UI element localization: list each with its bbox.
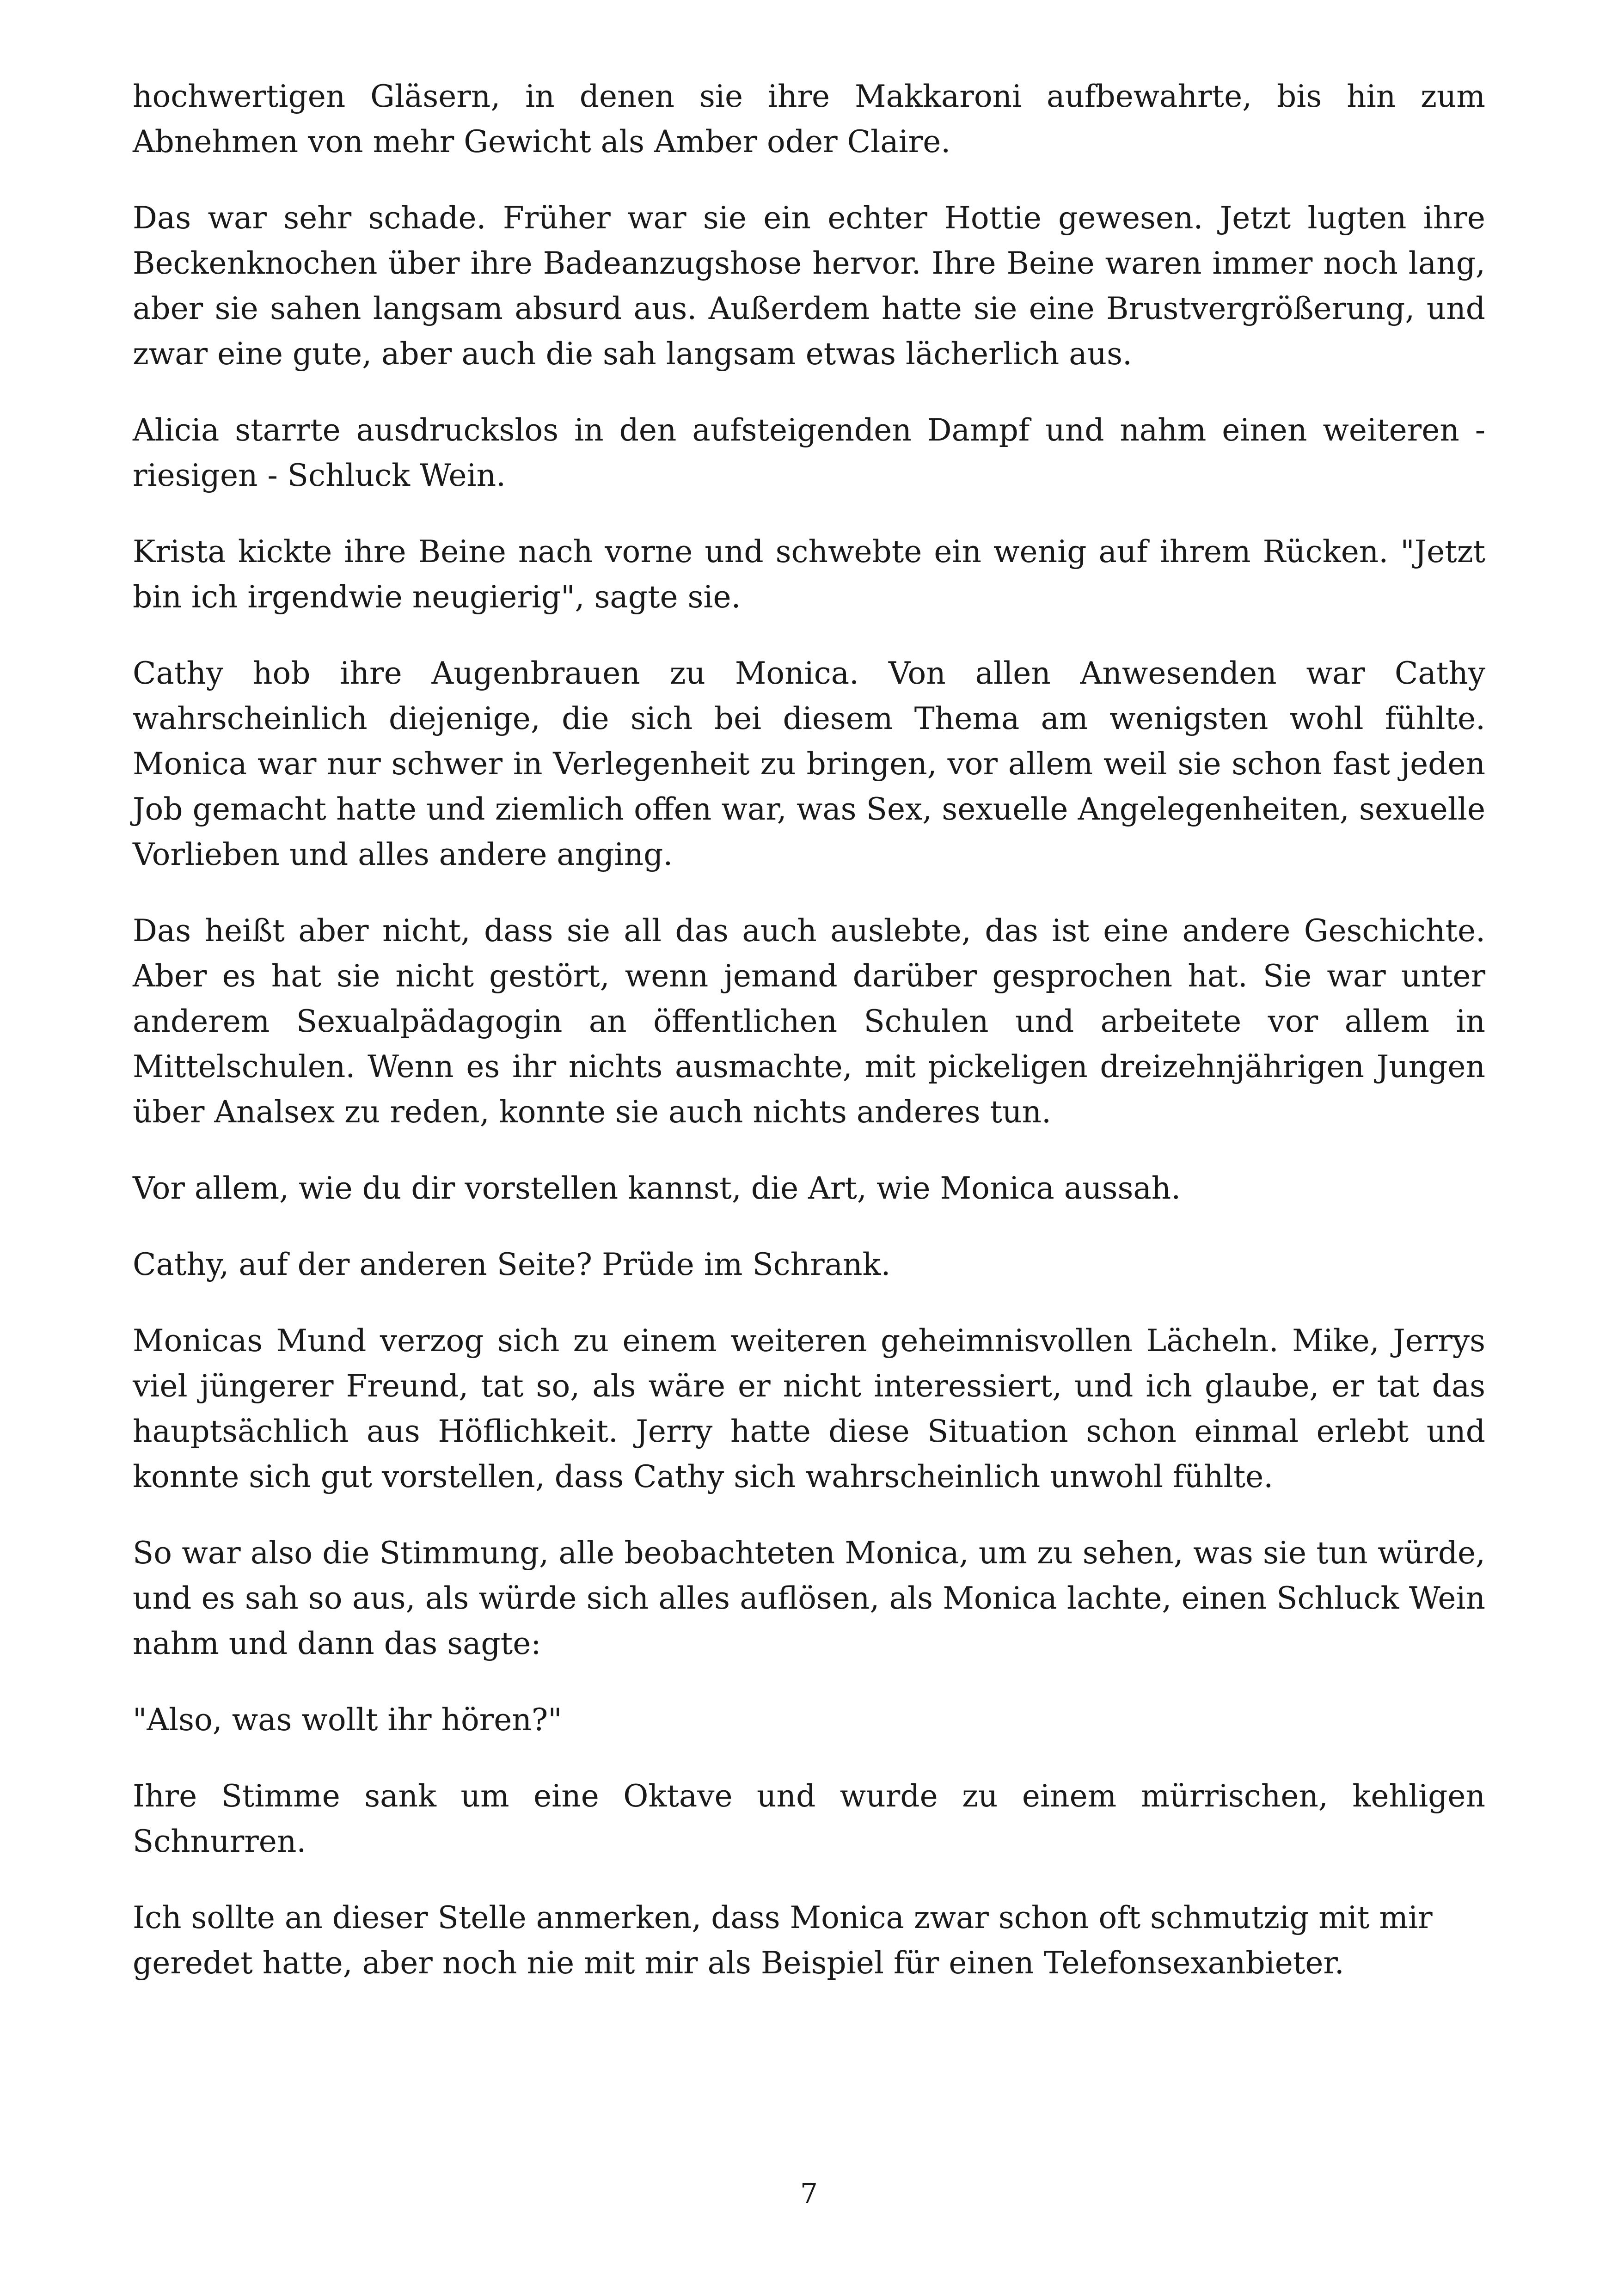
paragraph-5: Cathy hob ihre Augenbrauen zu Monica. Von allen Anwesenden war Cathy wahrscheinlich diejenige, die sich bei diesem Thema am wenigsten wohl fühlte. Monica war nur schwer in Verlegenheit zu bringen, vor allem weil sie schon fast jeden Job gemacht hatte und ziemlich offen war, was Sex, sexuelle Angelegenheiten, sexuelle Vorlieben und alles andere anging. bbox=[133, 655, 1485, 872]
paragraph-7: Vor allem, wie du dir vorstellen kannst, die Art, wie Monica aussah. bbox=[133, 1170, 1181, 1206]
paragraph-12: Ihre Stimme sank um eine Oktave und wurde zu einem mürrischen, kehligen Schnurren. bbox=[133, 1778, 1485, 1859]
page-number: 7 bbox=[800, 2178, 818, 2210]
paragraph-2: Das war sehr schade. Früher war sie ein echter Hottie gewesen. Jetzt lugten ihre Beckenknochen über ihre Badeanzugshose hervor. Ihre Beine waren immer noch lang, aber sie sahen langsam absurd aus. Außerdem hatte sie eine Brustvergrößerung, und zwar eine gute, aber auch die sah langsam etwas lächerlich aus. bbox=[133, 200, 1485, 372]
paragraph-11: "Also, was wollt ihr hören?" bbox=[133, 1702, 562, 1738]
paragraph-3: Alicia starrte ausdruckslos in den aufsteigenden Dampf und nahm einen weiteren - riesigen - Schluck Wein. bbox=[133, 412, 1485, 493]
paragraph-4: Krista kickte ihre Beine nach vorne und schwebte ein wenig auf ihrem Rücken. "Jetzt bin ich irgendwie neugierig", sagte sie. bbox=[133, 534, 1485, 615]
body-text bbox=[133, 74, 1485, 2017]
paragraph-1: hochwertigen Gläsern, in denen sie ihre Makkaroni aufbewahrte, bis hin zum Abnehmen von mehr Gewicht als Amber oder Claire. bbox=[133, 79, 1485, 159]
paragraph-10: So war also die Stimmung, alle beobachteten Monica, um zu sehen, was sie tun würde, und es sah so aus, als würde sich alles auflösen, als Monica lachte, einen Schluck Wein nahm und dann das sagte: bbox=[133, 1535, 1485, 1661]
paragraph-6: Das heißt aber nicht, dass sie all das auch auslebte, das ist eine andere Geschichte. Aber es hat sie nicht gestört, wenn jemand darüber gesprochen hat. Sie war unter anderem Sexualpädagogin an öffentlichen Schulen und arbeitete vor allem in Mittelschulen. Wenn es ihr nichts ausmachte, mit pickeligen dreizehnjährigen Jungen über Analsex zu reden, konnte sie auch nichts anderes tun. bbox=[133, 913, 1485, 1130]
paragraph-9: Monicas Mund verzog sich zu einem weiteren geheimnisvollen Lächeln. Mike, Jerrys viel jüngerer Freund, tat so, als wäre er nicht interessiert, und ich glaube, er tat das hauptsächlich aus Höflichkeit. Jerry hatte diese Situation schon einmal erlebt und konnte sich gut vorstellen, dass Cathy sich wahrscheinlich unwohl fühlte. bbox=[133, 1323, 1485, 1494]
paragraph-13: Ich sollte an dieser Stelle anmerken, dass Monica zwar schon oft schmutzig mit mir geredet hatte, aber noch nie mit mir als Beispiel für einen Telefonsexanbieter. bbox=[133, 1900, 1433, 1981]
paragraph-8: Cathy, auf der anderen Seite? Prüde im Schrank. bbox=[133, 1247, 891, 1282]
